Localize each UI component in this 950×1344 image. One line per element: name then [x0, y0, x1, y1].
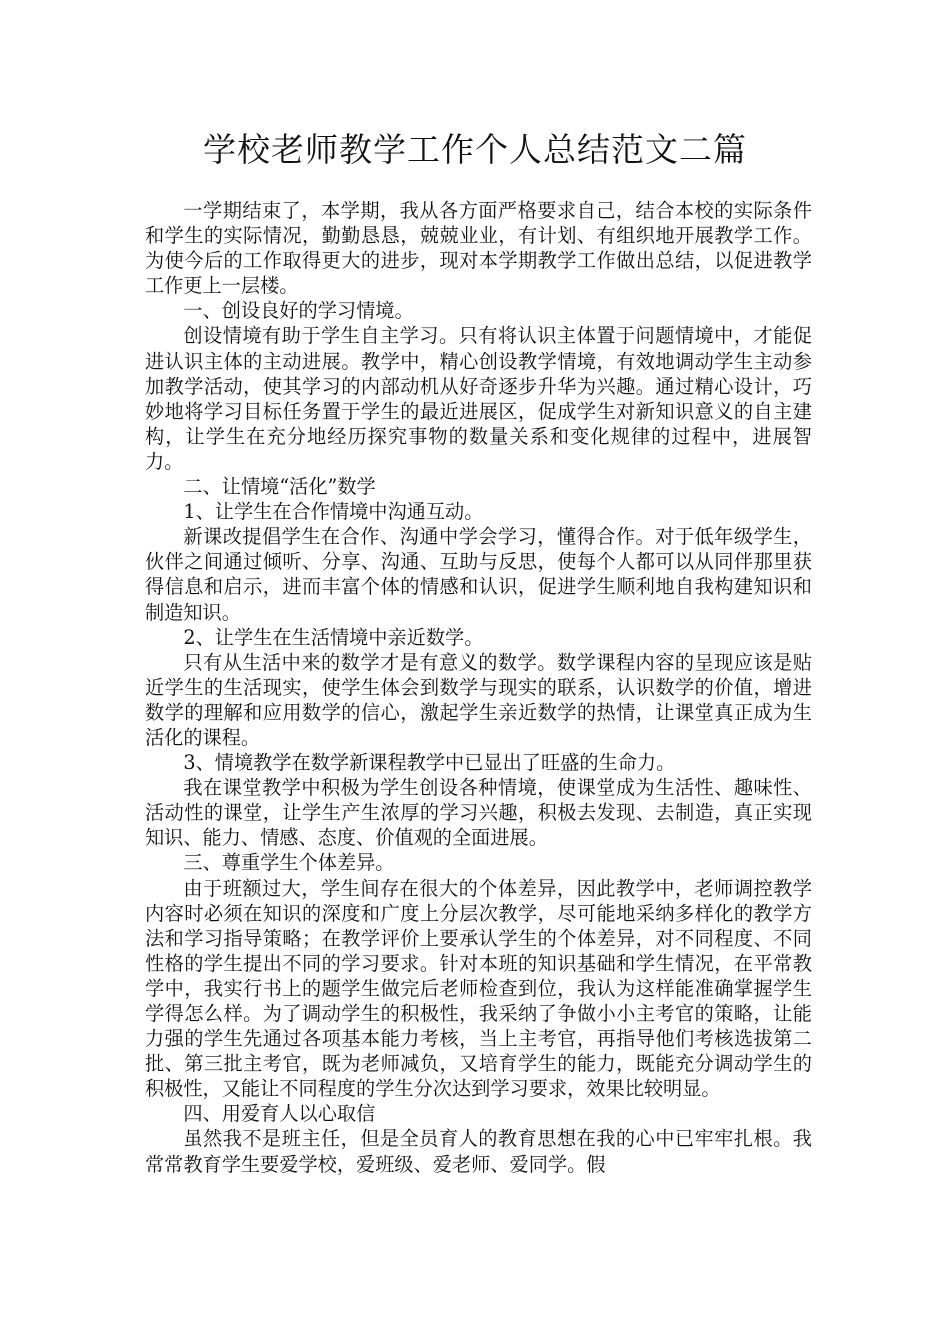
paragraph-section-1: 创设情境有助于学生自主学习。只有将认识主体置于问题情境中，才能促进认识主体的主动进展。教学中，精心创设教学情境，有效地调动学生主动参加教学活动，使其学习的内部动机从好奇逐步升华为兴趣。通过精心设计，巧妙地将学习目标任务置于学生的最近进展区，促成学生对新知识意义的自主建构，让学生在充分地经历探究事物的数量关系和变化规律的过程中，进展智力。: [145, 324, 812, 473]
paragraph-section-3: 由于班额过大，学生间存在很大的个体差异，因此教学中，老师调控教学内容时必须在知识的深度和广度上分层次教学，尽可能地采纳多样化的教学方法和学习指导策略；在教学评价上要承认学生的个体差异，对不同程度、不同性格的学生提出不同的学习要求。针对本班的知识基础和学生情况，在平常教学中，我实行书上的题学生做完后老师检查到位，我认为这样能准确掌握学生学得怎么样。为了调动学生的积极性，我采纳了争做小小主考官的策略，让能力强的学生先通过各项基本能力考核，当上主考官，再指导他们考核选拔第二批、第三批主考官，既为老师减负，又培育学生的能力，既能充分调动学生的积极性，又能让不同程度的学生分次达到学习要求，效果比较明显。: [145, 876, 812, 1101]
paragraph-2-3: 我在课堂教学中积极为学生创设各种情境，使课堂成为生活性、趣味性、活动性的课堂，让学生产生浓厚的学习兴趣，积极去发现、去制造，真正实现知识、能力、情感、态度、价值观的全面进展。: [145, 776, 812, 850]
subheading-2-2: 2、让学生在生活情境中亲近数学。: [183, 625, 484, 649]
heading-section-3: 三、尊重学生个体差异。: [183, 851, 395, 875]
paragraph-2-1: 新课改提倡学生在合作、沟通中学会学习，懂得合作。对于低年级学生，伙伴之间通过倾听、分享、沟通、互助与反思，使每个人都可以从同伴那里获得信息和启示，进而丰富个体的情感和认识，促进学生顺利地自我构建知识和制造知识。: [145, 525, 812, 624]
heading-section-2: 二、让情境“活化”数学: [183, 475, 376, 499]
heading-section-1: 一、创设良好的学习情境。: [183, 299, 414, 323]
paragraph-2-2: 只有从生活中来的数学才是有意义的数学。数学课程内容的呈现应该是贴近学生的生活现实，使学生体会到数学与现实的联系，认识数学的价值，增进数学的理解和应用数学的信心，激起学生亲近数学的热情，让课堂真正成为生活化的课程。: [145, 650, 812, 749]
paragraph-intro: 一学期结束了，本学期，我从各方面严格要求自己，结合本校的实际条件和学生的实际情况，勤勤恳恳，兢兢业业，有计划、有组织地开展教学工作。为使今后的工作取得更大的进步，现对本学期教学工作做出总结，以促进教学工作更上一层楼。: [145, 199, 812, 298]
heading-section-4: 四、用爱育人以心取信: [183, 1102, 376, 1126]
subheading-2-3: 3、情境教学在数学新课程教学中已显出了旺盛的生命力。: [183, 751, 676, 775]
paragraph-section-4: 虽然我不是班主任，但是全员育人的教育思想在我的心中已牢牢扎根。我常常教育学生要爱学校，爱班级、爱老师、爱同学。假: [145, 1127, 812, 1176]
document-title: 学校老师教学工作个人总结范文二篇: [203, 130, 747, 169]
subheading-2-1: 1、让学生在合作情境中沟通互动。: [183, 500, 484, 524]
document-body: [145, 198, 812, 1177]
